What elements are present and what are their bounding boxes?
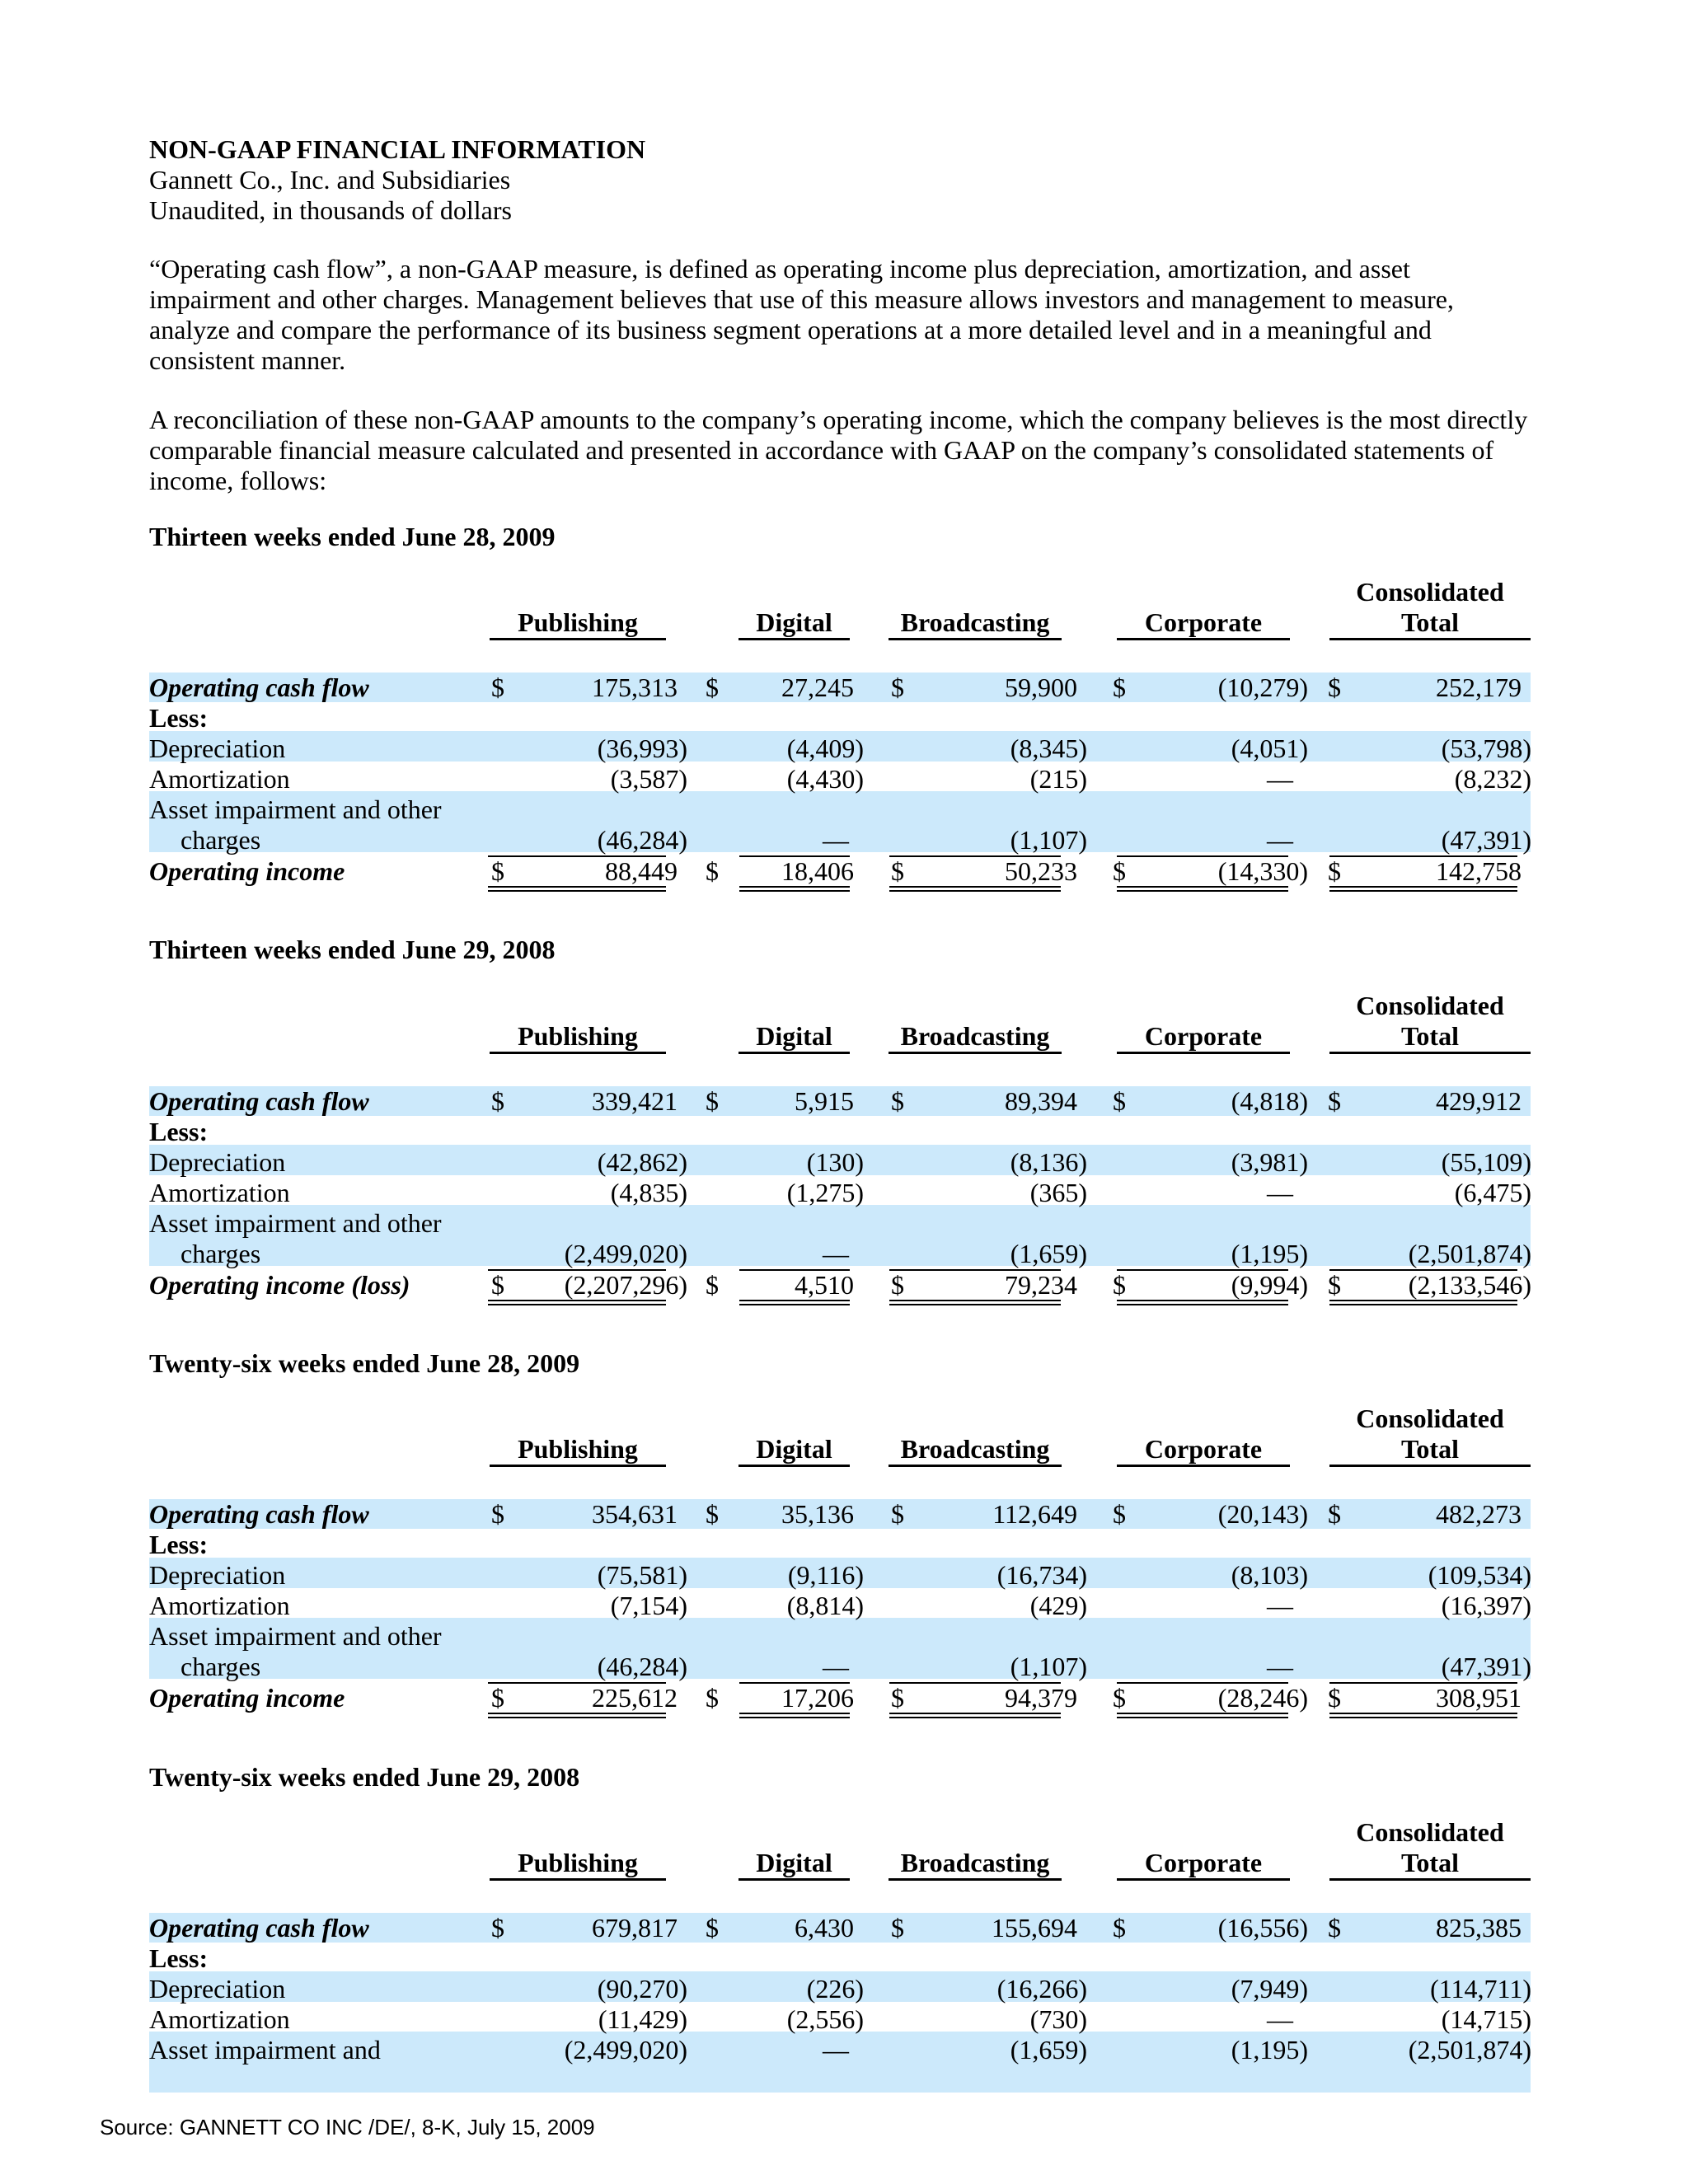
col-header-consolidated-line2: Total [1329,1021,1531,1054]
total-double-rule [889,1713,1061,1718]
subtotal-rule [1329,1682,1517,1684]
row-label-asset-impairment-charges: charges [181,1239,261,1268]
cell-ocf-consolidated: 429,912 [1436,1086,1522,1116]
row-label-less: Less: [149,1117,209,1146]
cell-oi-consolidated: (2,133,546) [1408,1270,1531,1300]
cell-depreciation-digital: (4,409) [786,733,864,763]
currency-symbol: $ [706,1499,719,1529]
cell-asset-broadcasting: (1,107) [1010,1652,1087,1681]
row-label-less: Less: [149,1943,209,1973]
currency-symbol: $ [491,1499,504,1529]
cell-asset-consolidated: (47,391) [1441,825,1531,855]
cell-amortization-digital: (8,814) [786,1591,864,1620]
cell-ocf-digital: 35,136 [781,1499,854,1529]
cell-asset-corporate: (1,195) [1231,1239,1308,1268]
cell-depreciation-consolidated: (114,711) [1430,1974,1531,2004]
source-citation: Source: GANNETT CO INC /DE/, 8-K, July 15, 2009 [100,2115,595,2139]
cell-oi-digital: 4,510 [795,1270,854,1300]
col-header-broadcasting: Broadcasting [889,607,1062,640]
cell-asset-digital: — [823,1239,849,1268]
cell-oi-digital: 18,406 [781,856,854,886]
col-header-consolidated-line1: Consolidated [1356,1404,1504,1433]
row-label-less: Less: [149,703,209,733]
row-label-asset-impairment: Asset impairment and other [149,1621,442,1651]
total-double-rule [739,886,850,892]
currency-symbol: $ [1328,673,1341,702]
currency-symbol: $ [1113,856,1126,886]
col-header-publishing: Publishing [490,1434,666,1467]
cell-amortization-digital: (1,275) [786,1178,864,1207]
cell-asset-digital: — [823,1652,849,1681]
cell-amortization-corporate: — [1267,1591,1293,1620]
cell-asset-publishing: (46,284) [597,825,687,855]
cell-ocf-consolidated: 482,273 [1436,1499,1522,1529]
cell-oi-publishing: 225,612 [592,1683,678,1713]
col-header-publishing: Publishing [490,1021,666,1054]
cell-amortization-publishing: (11,429) [598,2004,687,2034]
cell-ocf-broadcasting: 59,900 [1005,673,1077,702]
cell-amortization-publishing: (4,835) [610,1178,687,1207]
cell-amortization-broadcasting: (429) [1029,1591,1087,1620]
cell-ocf-publishing: 339,421 [592,1086,678,1116]
cell-amortization-corporate: — [1267,2004,1293,2034]
currency-symbol: $ [1113,673,1126,702]
row-label-depreciation: Depreciation [149,1560,286,1590]
cell-ocf-publishing: 354,631 [592,1499,678,1529]
cell-amortization-publishing: (7,154) [610,1591,687,1620]
cell-depreciation-broadcasting: (8,345) [1010,733,1087,763]
cell-ocf-broadcasting: 112,649 [992,1499,1077,1529]
col-header-broadcasting: Broadcasting [889,1848,1062,1881]
cell-ocf-publishing: 175,313 [592,673,678,702]
subtotal-rule [1117,1269,1288,1271]
col-header-broadcasting: Broadcasting [889,1434,1062,1467]
report-header [149,134,645,226]
table-1-title: Thirteen weeks ended June 28, 2009 [149,522,556,551]
row-label-amortization: Amortization [149,2004,290,2034]
total-double-rule [488,1713,666,1718]
row-label-operating-income: Operating income [149,856,345,886]
cell-amortization-consolidated: (14,715) [1441,2004,1531,2034]
currency-symbol: $ [1113,1270,1126,1300]
currency-symbol: $ [706,856,719,886]
col-header-corporate: Corporate [1117,1434,1290,1467]
cell-asset-broadcasting: (1,659) [1010,1239,1087,1268]
row-label-operating-income: Operating income [149,1683,345,1713]
cell-amortization-digital: (4,430) [786,764,864,794]
currency-symbol: $ [1113,1913,1126,1943]
cell-asset-broadcasting: (1,107) [1010,825,1087,855]
subtotal-rule [1117,1682,1288,1684]
col-header-consolidated-line1: Consolidated [1356,991,1504,1020]
cell-ocf-consolidated: 252,179 [1436,673,1522,702]
cell-ocf-digital: 5,915 [795,1086,854,1116]
subtotal-rule [1329,1269,1517,1271]
cell-ocf-corporate: (16,556) [1217,1913,1308,1943]
row-label-asset-impairment: Asset impairment and other [149,794,442,824]
col-header-consolidated-line1: Consolidated [1356,577,1504,607]
currency-symbol: $ [491,1683,504,1713]
subtotal-rule [488,855,666,857]
cell-depreciation-corporate: (3,981) [1231,1147,1308,1177]
cell-ocf-digital: 27,245 [781,673,854,702]
cell-asset-broadcasting: (1,659) [1010,2035,1087,2064]
cell-ocf-corporate: (20,143) [1217,1499,1308,1529]
total-double-rule [1329,1300,1517,1305]
total-double-rule [889,1300,1061,1305]
currency-symbol: $ [891,673,904,702]
currency-symbol: $ [491,1086,504,1116]
total-double-rule [739,1713,850,1718]
cell-amortization-broadcasting: (730) [1029,2004,1087,2034]
row-label-amortization: Amortization [149,764,290,794]
subtotal-rule [739,855,850,857]
cell-ocf-publishing: 679,817 [592,1913,678,1943]
row-label-operating-cash-flow: Operating cash flow [149,673,369,702]
cell-depreciation-broadcasting: (8,136) [1010,1147,1087,1177]
table-4-title: Twenty-six weeks ended June 29, 2008 [149,1762,580,1792]
total-double-rule [1329,1713,1517,1718]
col-header-digital: Digital [738,1021,850,1054]
col-header-corporate: Corporate [1117,1848,1290,1881]
cell-ocf-broadcasting: 89,394 [1005,1086,1077,1116]
cell-asset-publishing: (46,284) [597,1652,687,1681]
cell-oi-broadcasting: 94,379 [1005,1683,1077,1713]
currency-symbol: $ [491,856,504,886]
row-label-operating-cash-flow: Operating cash flow [149,1913,369,1943]
cell-oi-corporate: (9,994) [1231,1270,1308,1300]
cell-amortization-consolidated: (8,232) [1454,764,1531,794]
cell-oi-consolidated: 142,758 [1436,856,1522,886]
row-label-operating-cash-flow: Operating cash flow [149,1086,369,1116]
col-header-digital: Digital [738,1848,850,1881]
cell-asset-consolidated: (2,501,874) [1408,2035,1531,2064]
currency-symbol: $ [891,856,904,886]
currency-symbol: $ [891,1683,904,1713]
total-double-rule [1117,1300,1288,1305]
cell-ocf-digital: 6,430 [795,1913,854,1943]
table-13wk-2008 [149,991,1531,1300]
row-label-amortization: Amortization [149,1178,290,1207]
report-title: NON-GAAP FINANCIAL INFORMATION [149,134,646,164]
cell-oi-broadcasting: 79,234 [1005,1270,1077,1300]
cell-depreciation-publishing: (75,581) [597,1560,687,1590]
currency-symbol: $ [706,1086,719,1116]
currency-symbol: $ [891,1499,904,1529]
subtotal-rule [1117,855,1288,857]
currency-symbol: $ [706,1913,719,1943]
cell-depreciation-publishing: (90,270) [597,1974,687,2004]
col-header-digital: Digital [738,607,850,640]
cell-depreciation-consolidated: (55,109) [1441,1147,1531,1177]
total-double-rule [1117,1713,1288,1718]
cell-asset-consolidated: (47,391) [1441,1652,1531,1681]
cell-asset-publishing: (2,499,020) [564,1239,687,1268]
subtotal-rule [739,1682,850,1684]
row-label-operating-income: Operating income (loss) [149,1270,410,1300]
cell-depreciation-digital: (226) [806,1974,864,2004]
cell-amortization-broadcasting: (365) [1029,1178,1087,1207]
cell-asset-consolidated: (2,501,874) [1408,1239,1531,1268]
row-label-asset-impairment-charges: charges [181,1652,261,1681]
currency-symbol: $ [706,1270,719,1300]
cell-depreciation-broadcasting: (16,266) [996,1974,1087,2004]
col-header-publishing: Publishing [490,607,666,640]
row-label-amortization: Amortization [149,1591,290,1620]
row-label-asset-impairment-charges: charges [181,825,261,855]
cell-ocf-broadcasting: 155,694 [992,1913,1077,1943]
cell-amortization-consolidated: (6,475) [1454,1178,1531,1207]
cell-ocf-consolidated: 825,385 [1436,1913,1522,1943]
cell-oi-corporate: (28,246) [1217,1683,1308,1713]
cell-asset-corporate: — [1267,1652,1293,1681]
subtotal-rule [488,1682,666,1684]
col-header-consolidated-line2: Total [1329,1848,1531,1881]
row-label-asset-impairment: Asset impairment and [149,2035,381,2064]
cell-asset-corporate: — [1267,825,1293,855]
cell-depreciation-broadcasting: (16,734) [996,1560,1087,1590]
table-3-title: Twenty-six weeks ended June 28, 2009 [149,1348,580,1378]
cell-depreciation-digital: (130) [806,1147,864,1177]
currency-symbol: $ [1328,1683,1341,1713]
currency-symbol: $ [491,1913,504,1943]
cell-oi-consolidated: 308,951 [1436,1683,1522,1713]
cell-depreciation-corporate: (7,949) [1231,1974,1308,2004]
cell-oi-publishing: (2,207,296) [564,1270,687,1300]
currency-symbol: $ [1328,1913,1341,1943]
subtotal-rule [488,1269,666,1271]
cell-amortization-broadcasting: (215) [1029,764,1087,794]
subtotal-rule [1329,855,1517,857]
subtotal-rule [739,1269,850,1271]
company-name: Gannett Co., Inc. and Subsidiaries [149,165,511,194]
cell-depreciation-corporate: (4,051) [1231,733,1308,763]
cell-asset-digital: — [823,2035,849,2064]
total-double-rule [1117,886,1288,892]
currency-symbol: $ [491,1270,504,1300]
currency-symbol: $ [1328,856,1341,886]
currency-symbol: $ [1328,1086,1341,1116]
subtotal-rule [889,855,1061,857]
table-13wk-2009 [149,577,1531,886]
total-double-rule [1329,886,1517,892]
currency-symbol: $ [891,1913,904,1943]
cell-oi-broadcasting: 50,233 [1005,856,1077,886]
currency-symbol: $ [1328,1499,1341,1529]
table-26wk-2008 [149,1817,1531,2064]
cell-oi-digital: 17,206 [781,1683,854,1713]
cell-oi-corporate: (14,330) [1217,856,1308,886]
row-label-less: Less: [149,1530,209,1559]
currency-symbol: $ [1113,1683,1126,1713]
currency-symbol: $ [491,673,504,702]
cell-depreciation-publishing: (42,862) [597,1147,687,1177]
cell-depreciation-corporate: (8,103) [1231,1560,1308,1590]
total-double-rule [488,1300,666,1305]
cell-asset-corporate: (1,195) [1231,2035,1308,2064]
col-header-broadcasting: Broadcasting [889,1021,1062,1054]
table-2-title: Thirteen weeks ended June 29, 2008 [149,935,556,964]
currency-symbol: $ [706,673,719,702]
col-header-consolidated-line1: Consolidated [1356,1817,1504,1847]
currency-symbol: $ [706,1683,719,1713]
currency-symbol: $ [891,1086,904,1116]
cell-oi-publishing: 88,449 [605,856,678,886]
cell-amortization-consolidated: (16,397) [1441,1591,1531,1620]
definition-paragraph: “Operating cash flow”, a non-GAAP measure, is defined as operating income plus depreciation, amortization, and asset impairment and other charges. Management believes that use of this measure allows investors and management to measure, analyze and compare the performance of its business segment operations at a more detailed level and in a meaningful and consistent manner. [149,254,1454,375]
cell-ocf-corporate: (4,818) [1231,1086,1308,1116]
cell-asset-publishing: (2,499,020) [564,2035,687,2064]
subtotal-rule [889,1269,1061,1271]
cell-depreciation-publishing: (36,993) [597,733,687,763]
cell-amortization-corporate: — [1267,1178,1293,1207]
cell-asset-digital: — [823,825,849,855]
cell-depreciation-digital: (9,116) [787,1560,864,1590]
currency-symbol: $ [1113,1086,1126,1116]
cell-amortization-publishing: (3,587) [610,764,687,794]
subtotal-rule [889,1682,1061,1684]
col-header-consolidated-line2: Total [1329,607,1531,640]
currency-symbol: $ [1328,1270,1341,1300]
total-double-rule [488,886,666,892]
row-label-depreciation: Depreciation [149,1974,286,2004]
col-header-publishing: Publishing [490,1848,666,1881]
cell-depreciation-consolidated: (109,534) [1428,1560,1531,1590]
row-label-operating-cash-flow: Operating cash flow [149,1499,369,1529]
cell-ocf-corporate: (10,279) [1217,673,1308,702]
table-26wk-2009 [149,1404,1531,1713]
row-label-depreciation: Depreciation [149,1147,286,1177]
total-double-rule [739,1300,850,1305]
col-header-corporate: Corporate [1117,1021,1290,1054]
col-header-corporate: Corporate [1117,607,1290,640]
cell-depreciation-consolidated: (53,798) [1441,733,1531,763]
cell-amortization-corporate: — [1267,764,1293,794]
reconciliation-paragraph: A reconciliation of these non-GAAP amounts to the company’s operating income, which the company believes is the most directly comparable financial measure calculated and presented in accordance with GAAP on the company’s consolidated statements of income, follows: [149,405,1528,495]
row-label-depreciation: Depreciation [149,733,286,763]
total-double-rule [889,886,1061,892]
col-header-digital: Digital [738,1434,850,1467]
currency-symbol: $ [1113,1499,1126,1529]
col-header-consolidated-line2: Total [1329,1434,1531,1467]
reporting-basis: Unaudited, in thousands of dollars [149,195,512,225]
row-label-asset-impairment: Asset impairment and other [149,1208,442,1238]
currency-symbol: $ [891,1270,904,1300]
cell-amortization-digital: (2,556) [786,2004,864,2034]
